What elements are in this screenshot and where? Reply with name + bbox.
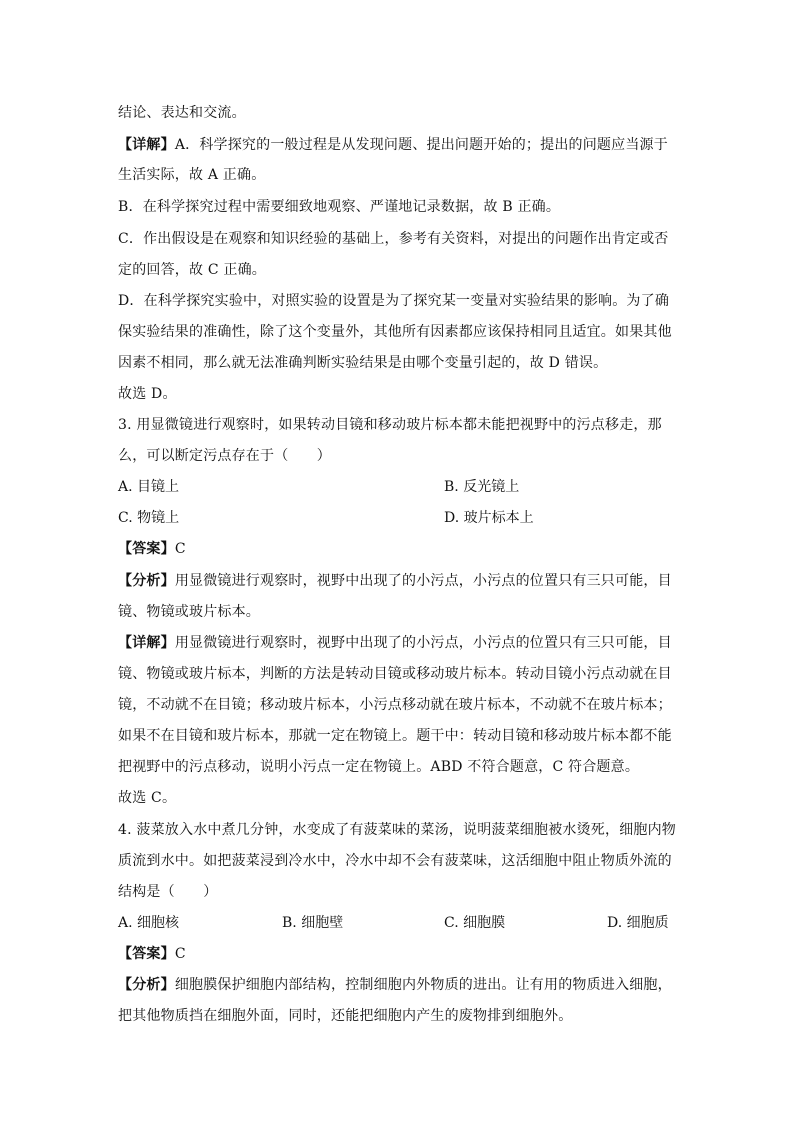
analysis-tag: 【分析】 xyxy=(118,573,175,589)
answer-tag: 【答案】 xyxy=(118,946,175,962)
q4-option-c: C. 细胞膜 xyxy=(444,915,506,931)
q4-option-b: B. 细胞壁 xyxy=(282,915,344,931)
q3-option-a: A. 目镜上 xyxy=(118,479,180,495)
q2-detail-d-line1: D．在科学探究实验中，对照实验的设置是为了探究某一变量对实验结果的影响。为了确 xyxy=(118,293,670,309)
q4-analysis-line1: 【分析】细胞膜保护细胞内部结构，控制细胞内外物质的进出。让有用的物质进入细胞， xyxy=(118,977,672,993)
q3-analysis-line2: 镜、物镜或玻片标本。 xyxy=(118,604,260,620)
q3-stem-line2: 么，可以断定污点存在于（ ） xyxy=(118,448,331,464)
q4-option-a: A. 细胞核 xyxy=(118,915,180,931)
q3-answer: 【答案】C xyxy=(118,541,186,557)
q3-stem-line1: 3. 用显微镜进行观察时，如果转动目镜和移动玻片标本都未能把视野中的污点移走，那 xyxy=(118,417,662,433)
q2-choose: 故选 D。 xyxy=(118,386,177,402)
detail-tag: 【详解】 xyxy=(118,635,175,651)
q2-detail-b: B．在科学探究过程中需要细致地观察、严谨地记录数据，故 B 正确。 xyxy=(118,199,561,215)
q3-choose: 故选 C。 xyxy=(118,790,177,806)
q3-option-b: B. 反光镜上 xyxy=(444,479,520,495)
q3-detail-line2: 镜、物镜或玻片标本，判断的方法是转动目镜或移动玻片标本。转动目镜小污点动就在目 xyxy=(118,666,672,682)
q3-analysis-line1: 【分析】用显微镜进行观察时，视野中出现了的小污点，小污点的位置只有三只可能，目 xyxy=(118,573,672,589)
q3-option-c: C. 物镜上 xyxy=(118,510,180,526)
q2-detail-a-line1: 【详解】A．科学探究的一般过程是从发现问题、提出问题开始的；提出的问题应当源于 xyxy=(118,137,668,153)
q4-analysis-line2: 把其他物质挡在细胞外面，同时，还能把细胞内产生的废物排到细胞外。 xyxy=(118,1008,573,1024)
q4-stem-line2: 质流到水中。如把菠菜浸到冷水中，冷水中却不会有菠菜味，这活细胞中阻止物质外流的 xyxy=(118,853,672,869)
q3-detail-line3: 镜，不动就不在目镜；移动玻片标本，小污点移动就在玻片标本，不动就不在玻片标本； xyxy=(118,697,672,713)
q2-detail-d-line3: 因素不相同，那么就无法准确判断实验结果是由哪个变量引起的，故 D 错误。 xyxy=(118,355,608,371)
q2-detail-c-line1: C．作出假设是在观察和知识经验的基础上，参考有关资料，对提出的问题作出肯定或否 xyxy=(118,231,669,247)
q2-conclusion-line: 结论、表达和交流。 xyxy=(118,105,246,121)
q3-option-d: D. 玻片标本上 xyxy=(444,510,534,526)
q2-detail-c-line2: 定的回答，故 C 正确。 xyxy=(118,262,267,278)
q3-detail-line4: 如果不在目镜和玻片标本，那就一定在物镜上。题干中：转动目镜和移动玻片标本都不能 xyxy=(118,728,672,744)
detail-tag: 【详解】 xyxy=(118,137,175,153)
q4-answer: 【答案】C xyxy=(118,946,186,962)
q3-detail-line5: 把视野中的污点移动，说明小污点一定在物镜上。ABD 不符合题意，C 符合题意。 xyxy=(118,759,640,775)
q4-stem-line1: 4. 菠菜放入水中煮几分钟，水变成了有菠菜味的菜汤，说明菠菜细胞被水烫死，细胞内物 xyxy=(118,822,677,838)
q4-option-d: D. 细胞质 xyxy=(607,915,669,931)
q3-detail-line1: 【详解】用显微镜进行观察时，视野中出现了的小污点，小污点的位置只有三只可能，目 xyxy=(118,635,672,651)
q2-detail-d-line2: 保实验结果的准确性，除了这个变量外，其他所有因素都应该保持相同且适宜。如果其他 xyxy=(118,324,672,340)
q2-detail-a-line2: 生活实际，故 A 正确。 xyxy=(118,167,266,183)
answer-tag: 【答案】 xyxy=(118,541,175,557)
q4-stem-line3: 结构是（ ） xyxy=(118,884,218,900)
analysis-tag: 【分析】 xyxy=(118,977,175,993)
